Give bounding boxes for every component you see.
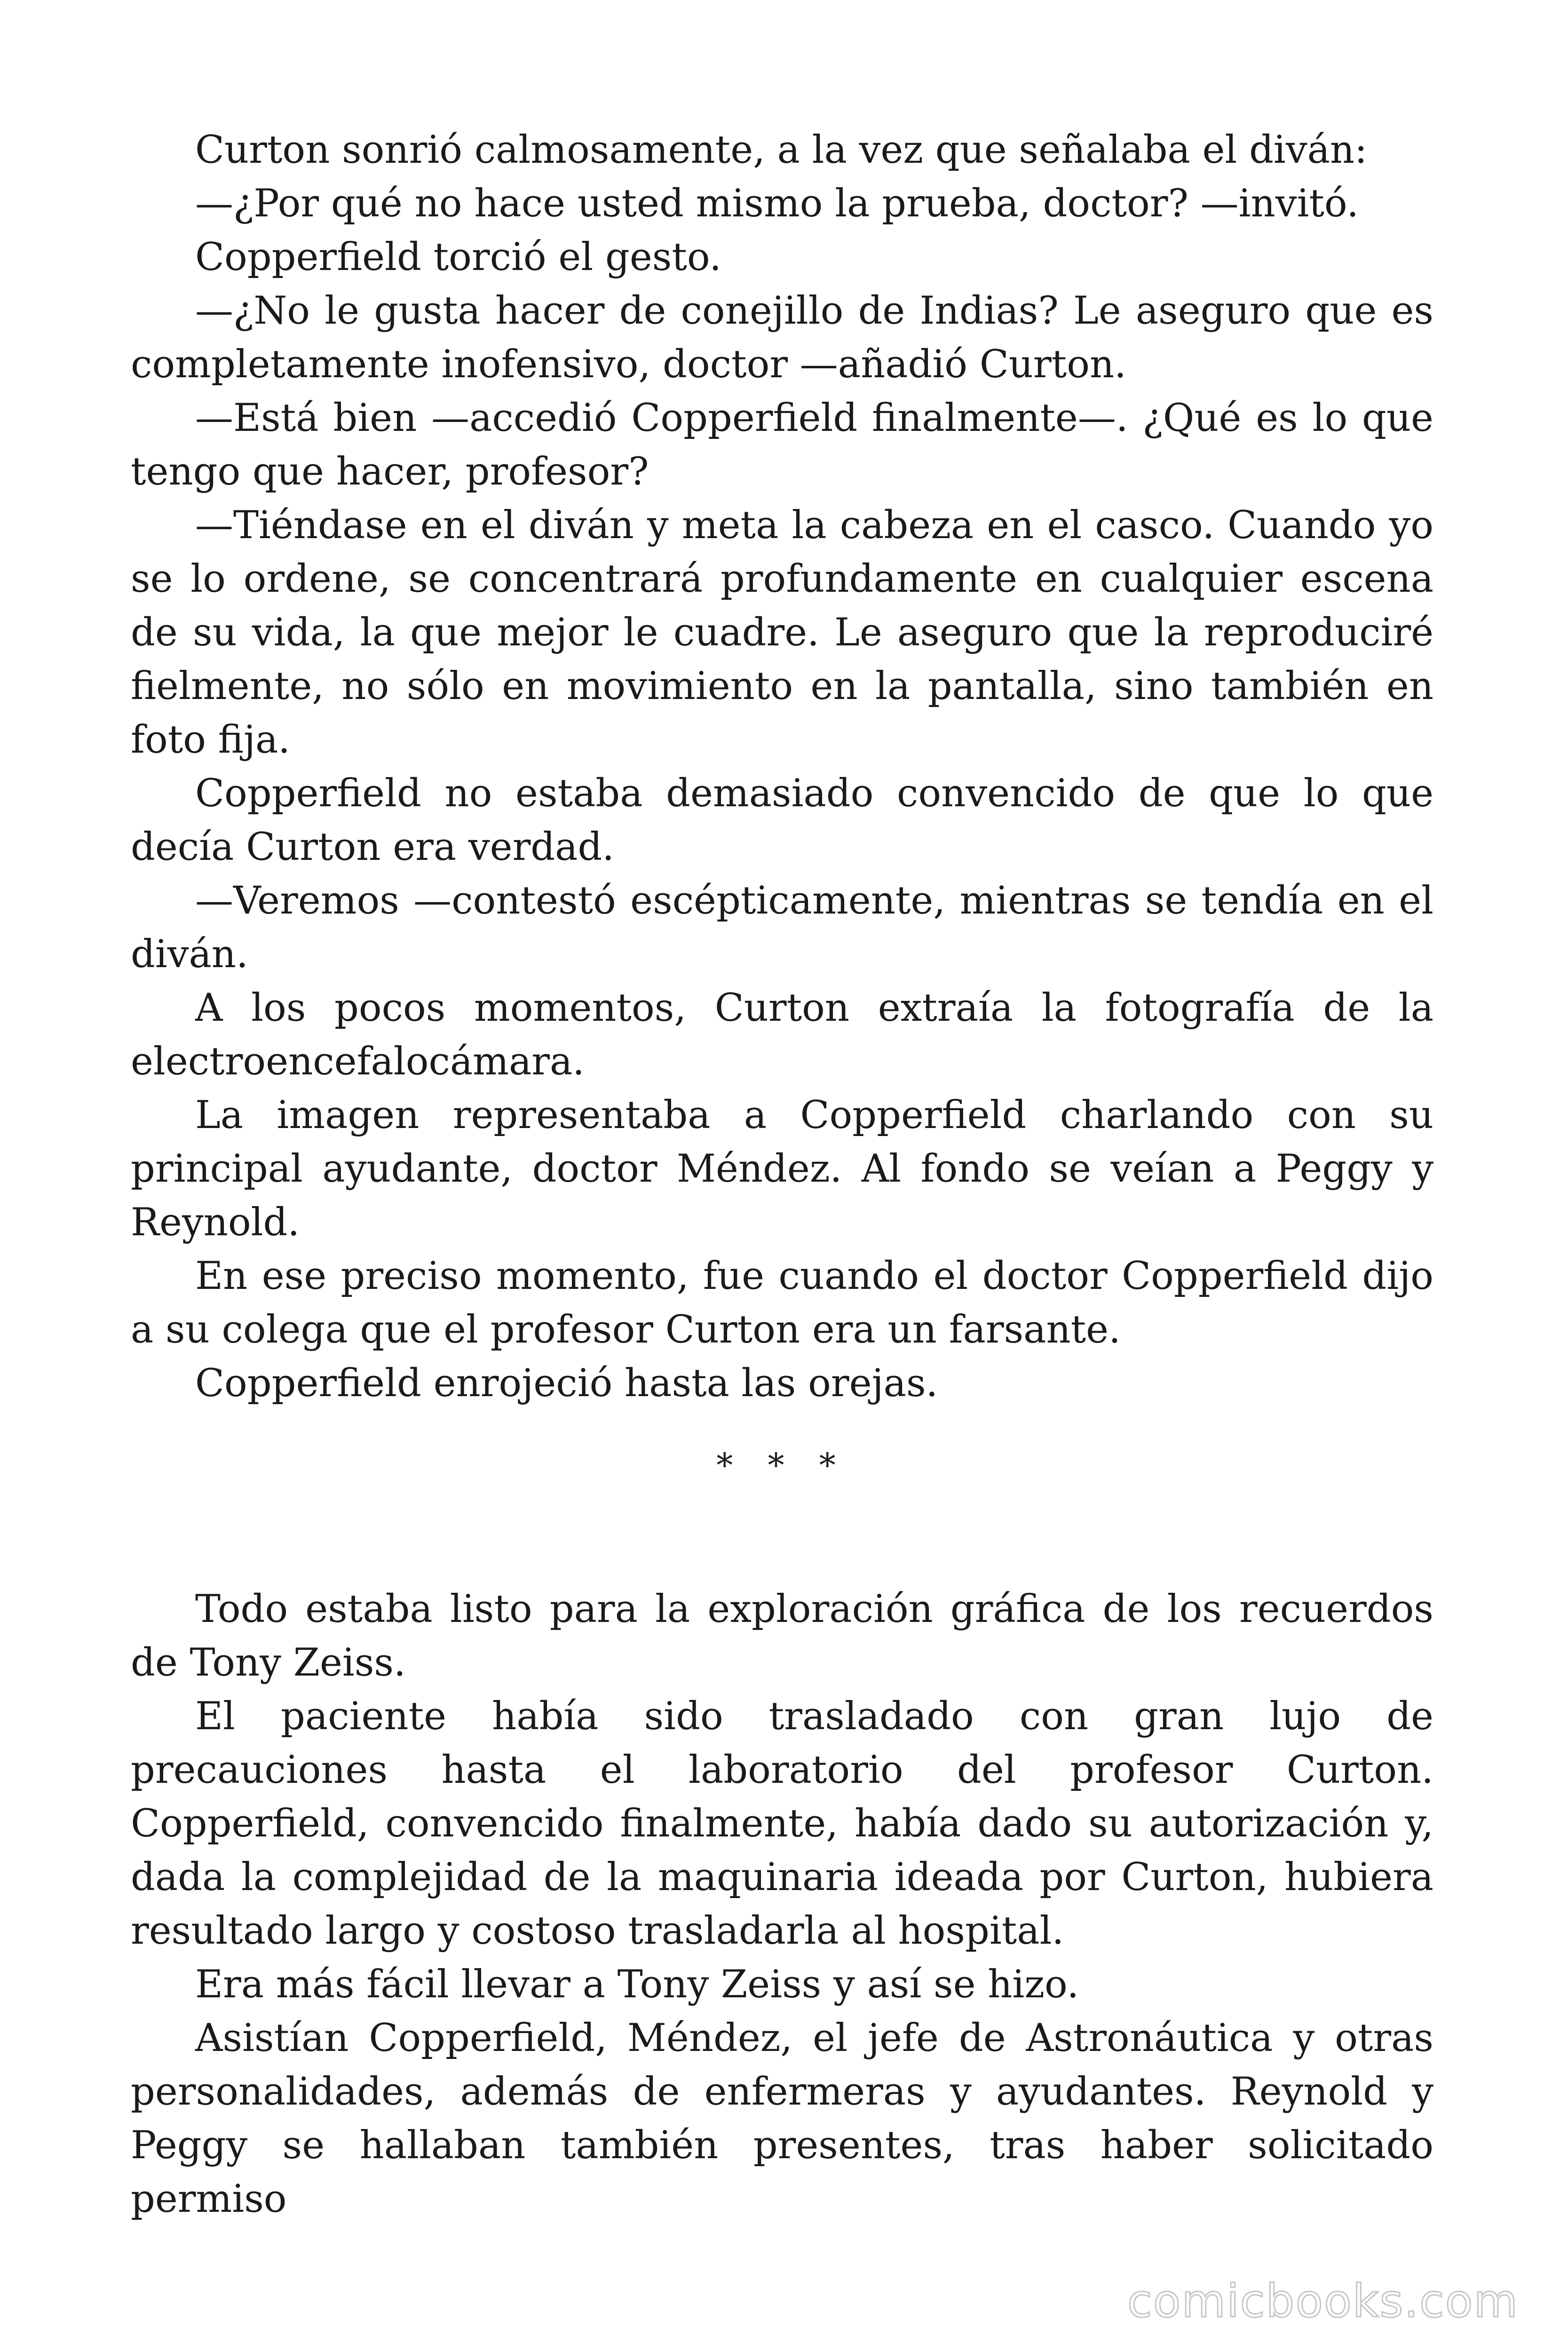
page-text [131,123,1433,2226]
scene-separator: * * * [716,1446,848,1485]
paragraph: —Tiéndase en el diván y meta la cabeza en el casco. Cuando yo se lo ordene, se concentrará profundamente en cualquier escena de su vida, la que mejor le cuadre. Le aseguro que la reproduciré fielmente, no sólo en movimiento en la pantalla, sino también en foto fija. [131,503,1433,762]
paragraph: —Veremos —contestó escépticamente, mientras se tendía en el diván. [131,879,1433,977]
paragraph: Copperfield no estaba demasiado convencido de que lo que decía Curton era verdad. [131,771,1433,869]
section-break [131,1410,1433,1582]
watermark: comicbooks.com [1127,2275,1519,2328]
paragraph: Todo estaba listo para la exploración gráfica de los recuerdos de Tony Zeiss. [131,1587,1433,1685]
paragraph: Asistían Copperfield, Méndez, el jefe de Astronáutica y otras personalidades, además de enfermeras y ayudantes. Reynold y Peggy se hallaban también presentes, tras haber solicitado permiso [131,2016,1433,2221]
paragraph: —¿Por qué no hace usted mismo la prueba, doctor? —invitó. [195,182,1359,226]
paragraph: Era más fácil llevar a Tony Zeiss y así se hizo. [195,1963,1079,2007]
paragraph: A los pocos momentos, Curton extraía la fotografía de la electroencefalocámara. [131,986,1433,1084]
paragraph: Copperfield torció el gesto. [195,235,721,279]
paragraph: En ese preciso momento, fue cuando el doctor Copperfield dijo a su colega que el profesor Curton era un farsante. [131,1254,1433,1352]
paragraph: Copperfield enrojeció hasta las orejas. [195,1361,938,1406]
paragraph: Curton sonrió calmosamente, a la vez que señalaba el diván: [195,128,1368,172]
paragraph: —¿No le gusta hacer de conejillo de Indias? Le aseguro que es completamente inofensivo, doctor —añadió Curton. [131,289,1433,387]
paragraph: El paciente había sido trasladado con gran lujo de precauciones hasta el laboratorio del profesor Curton. Copperfield, convencido finalmente, había dado su autorización y, dada la complejidad de la maquinaria ideada por Curton, hubiera resultado largo y costoso trasladarla al hospital. [131,1694,1433,1953]
paragraph: La imagen representaba a Copperfield charlando con su principal ayudante, doctor Méndez. Al fondo se veían a Peggy y Reynold. [131,1093,1433,1245]
paragraph: —Está bien —accedió Copperfield finalmente—. ¿Qué es lo que tengo que hacer, profesor? [131,396,1433,494]
